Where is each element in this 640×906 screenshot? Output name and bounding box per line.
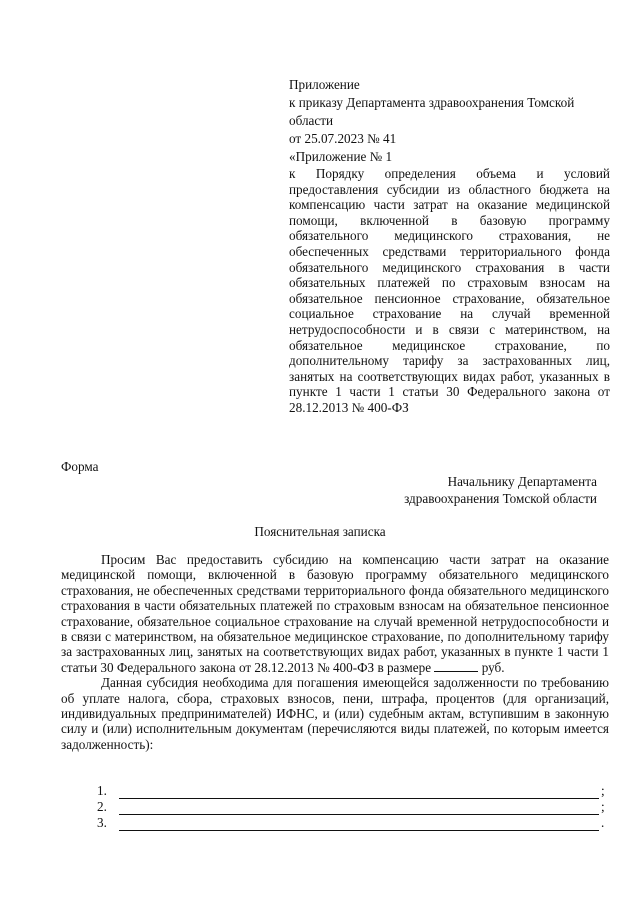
addressee-line-1: Начальнику Департамента	[447, 474, 597, 489]
amount-blank-field[interactable]	[434, 660, 478, 672]
list-item-number: 3.	[97, 815, 107, 830]
list-item-end: ;	[601, 799, 605, 814]
appendix-inner-title: «Приложение № 1	[289, 149, 393, 164]
document-title: Пояснительная записка	[254, 524, 386, 539]
list-item-end: .	[601, 815, 605, 830]
appendix-order-date: от 25.07.2023 № 41	[289, 131, 397, 146]
list-item-end: ;	[601, 783, 605, 798]
list-item-number: 1.	[97, 783, 107, 798]
appendix-title: Приложение	[289, 77, 360, 92]
addressee-line-2: здравоохранения Томской области	[404, 490, 597, 506]
appendix-inner-text: к Порядку определения объема и условий предоставления субсидии из областного бюджета на компенсацию части затрат на оказание медицинской помощи, включенной в базовую программу обязательного медицинского страхования, не обеспеченных средствами территориального фонда обязательного медицинского страхования в части обязательных платежей по страховым взносам на обязательное пенсионное страхование, обязательное социальное страхование на случай временной нетрудоспособности и в связи с материнством, на обязательное медицинское страхование, по дополнительному тарифу за застрахованных лиц, занятых на соответствующих видах работ, указанных в пункте 1 части 1 статьи 30 Федерального закона от 28.12.2013 № 400-ФЗ	[289, 166, 610, 415]
document-body	[61, 552, 609, 752]
list-item	[97, 783, 609, 799]
appendix-order-line: к приказу Департамента здравоохранения Томской области	[289, 95, 575, 128]
list-item	[97, 799, 609, 815]
addressee-block	[297, 474, 597, 507]
form-label: Форма	[61, 459, 99, 474]
debt-list	[97, 783, 609, 831]
appendix-block	[289, 76, 610, 416]
paragraph-purpose: Данная субсидия необходима для погашения имеющейся задолженности по требованию об уплате налога, сбора, страховых взносов, пени, штрафа, процентов (для организаций, индивидуальных предпринимателей) ИФНС, и (или) судебным актам, вступившим в законную силу и (или) исполнительным документам (перечисляются виды платежей, по которым имеется задолженность):	[61, 675, 609, 752]
list-item-number: 2.	[97, 799, 107, 814]
currency-label: руб.	[481, 659, 505, 675]
paragraph-request-text: Просим Вас предоставить субсидию на компенсацию части затрат на оказание медицинской помощи, включенной в базовую программу обязательного медицинского страхования, не обеспеченных средствами территориального фонда обязательного медицинского страхования в части обязательных платежей по страховым взносам на обязательное пенсионное страхование, обязательное социальное страхование на случай временной нетрудоспособности и в связи с материнством, на обязательное медицинское страхование, по дополнительному тарифу за застрахованных лиц, занятых на соответствующих видах работ, указанных в пункте 1 части 1 статьи 30 Федерального закона от 28.12.2013 № 400-ФЗ в размере	[61, 552, 609, 675]
list-item-blank-field[interactable]	[119, 818, 599, 831]
list-item-blank-field[interactable]	[119, 802, 599, 815]
list-item	[97, 815, 609, 831]
paragraph-request	[61, 552, 609, 675]
list-item-blank-field[interactable]	[119, 786, 599, 799]
